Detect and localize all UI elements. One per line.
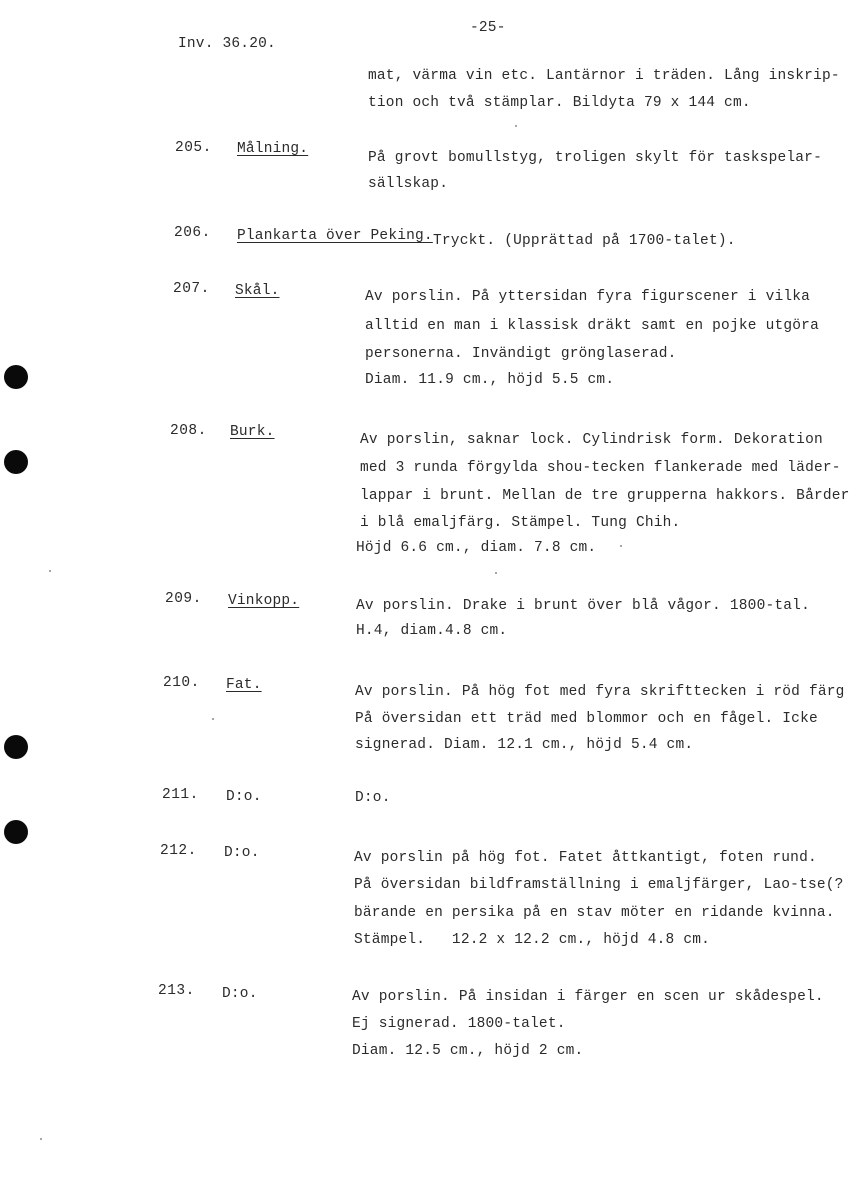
entry-line: Av porslin på hög fot. Fatet åttkantigt, foten rund. [354,850,817,866]
entry-line: alltid en man i klassisk dräkt samt en pojke utgöra [365,318,819,334]
entry-line: H.4, diam.4.8 cm. [356,623,508,639]
entry-title: Skål. [235,283,280,299]
entry-line: D:o. [355,790,391,806]
scan-speck [515,125,517,127]
entry-number: 205. [175,140,212,156]
punch-hole [4,365,28,389]
punch-hole [4,450,28,474]
entry-line: På grovt bomullstyg, troligen skylt för taskspelar- [368,150,822,166]
entry-title: Vinkopp. [228,593,300,609]
entry-line: Stämpel. 12.2 x 12.2 cm., höjd 4.8 cm. [354,932,711,948]
entry-title: Fat. [226,677,262,693]
entry-title: D:o. [222,986,258,1002]
entry-line: Höjd 6.6 cm., diam. 7.8 cm. [356,540,597,556]
scan-speck [620,545,622,547]
entry-line: bärande en persika på en stav möter en ridande kvinna. [354,905,835,921]
entry-number: 213. [158,983,195,999]
entry-line: personerna. Invändigt grönglaserad. [365,346,677,362]
entry-line: Av porslin. Drake i brunt över blå vågor. 1800-tal. [356,598,810,614]
entry-number: 211. [162,787,199,803]
entry-line: med 3 runda förgylda shou-tecken flankerade med läder- [360,460,841,476]
entry-line: Av porslin, saknar lock. Cylindrisk form. Dekoration [360,432,823,448]
entry-line: På översidan bildframställning i emaljfärger, Lao-tse(? [354,877,844,893]
entry-title: D:o. [224,845,260,861]
entry-number: 210. [163,675,200,691]
entry-number: 212. [160,843,197,859]
entry-line: Ej signerad. 1800-talet. [352,1016,566,1032]
entry-line: På översidan ett träd med blommor och en fågel. Icke [355,711,818,727]
scan-speck [40,1138,42,1140]
entry-line: Diam. 11.9 cm., höjd 5.5 cm. [365,372,615,388]
entry-number: 208. [170,423,207,439]
entry-line: signerad. Diam. 12.1 cm., höjd 5.4 cm. [355,737,694,753]
entry-title: Burk. [230,424,275,440]
entry-title: Plankarta över Peking. [237,228,433,244]
inventory-label: Inv. 36.20. [178,36,276,52]
punch-hole [4,735,28,759]
entry-number: 207. [173,281,210,297]
entry-line: Av porslin. På insidan i färger en scen ur skådespel. [352,989,824,1005]
entry-line: Av porslin. På yttersidan fyra figurscener i vilka [365,289,811,305]
punch-hole [4,820,28,844]
continuation-line: mat, värma vin etc. Lantärnor i träden. Lång inskrip- [368,68,840,84]
continuation-line: tion och två stämplar. Bildyta 79 x 144 cm. [368,95,751,111]
entry-line: sällskap. [368,176,449,192]
scan-speck [212,718,214,720]
scan-speck [495,572,497,574]
entry-number: 206. [174,225,211,241]
entry-line: Tryckt. (Upprättad på 1700-talet). [433,233,736,249]
entry-line: Diam. 12.5 cm., höjd 2 cm. [352,1043,584,1059]
page-number: -25- [470,20,506,36]
scan-speck [49,570,51,572]
entry-line: Av porslin. På hög fot med fyra skrifttecken i röd färg [355,684,845,700]
entry-line: i blå emaljfärg. Stämpel. Tung Chih. [360,515,681,531]
entry-line: lappar i brunt. Mellan de tre grupperna hakkors. Bårder [360,488,850,504]
entry-number: 209. [165,591,202,607]
entry-title: D:o. [226,789,262,805]
entry-title: Målning. [237,141,309,157]
